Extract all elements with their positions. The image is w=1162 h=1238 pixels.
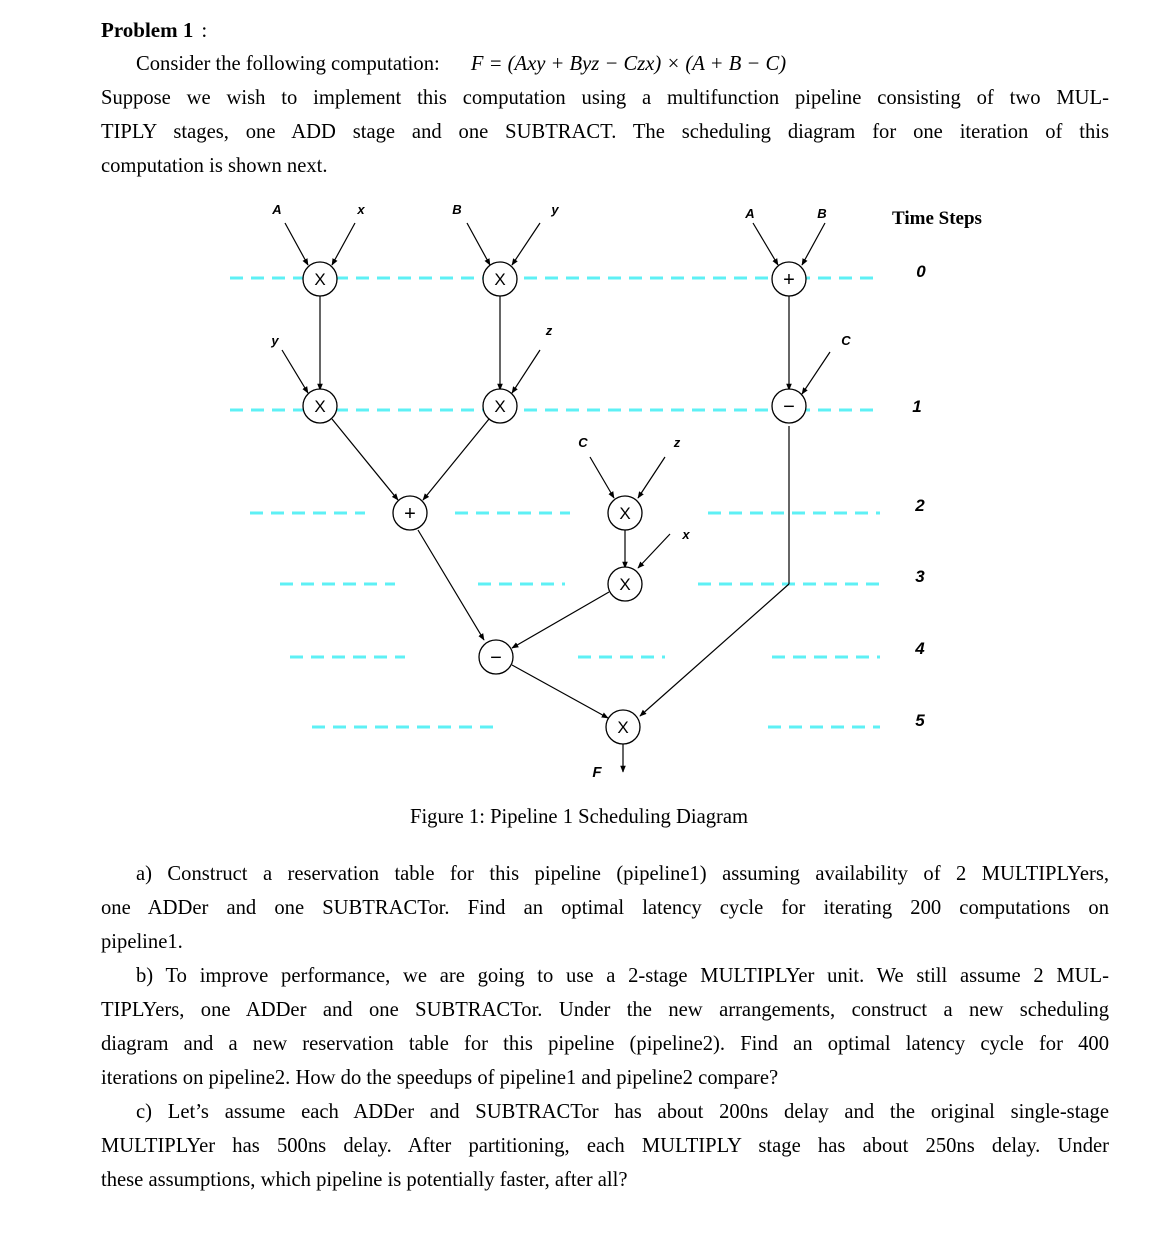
- input-label-c: C: [841, 333, 851, 348]
- question-a-line-2: one ADDer and one SUBTRACTor. Find an optimal latency cycle for iterating 200 computations on: [101, 897, 1109, 919]
- question-a-line-1: a) Construct a reservation table for this pipeline (pipeline1) assuming availability of 2 MULTIPLYers,: [136, 863, 1109, 885]
- question-b-line-2: TIPLYers, one ADDer and one SUBTRACTor. Under the new arrangements, construct a new scheduling: [101, 999, 1109, 1021]
- edge: [512, 592, 609, 648]
- figure-caption: Figure 1: Pipeline 1 Scheduling Diagram: [410, 806, 749, 828]
- edge: [802, 223, 825, 265]
- edge: [418, 530, 484, 640]
- add-symbol: +: [783, 269, 795, 291]
- mul-symbol: X: [314, 397, 326, 416]
- question-b-line-1: b) To improve performance, we are going to use a 2-stage MULTIPLYer unit. We still assume 2 MUL-: [136, 965, 1109, 987]
- time-step-1: 1: [912, 397, 922, 416]
- edge: [332, 419, 398, 500]
- input-label-a: A: [272, 202, 282, 217]
- computation-equation: F = (Axy + Byz − Czx) × (A + B − C): [470, 53, 787, 75]
- input-label-y: y: [551, 202, 559, 217]
- input-labels: [270, 202, 851, 781]
- time-step-0: 0: [916, 262, 926, 281]
- question-c-line-1: c) Let’s assume each ADDer and SUBTRACTor has about 200ns delay and the original single-stage: [136, 1101, 1109, 1123]
- edge: [512, 350, 540, 393]
- time-step-3: 3: [915, 567, 925, 586]
- question-c-line-2: MULTIPLYer has 500ns delay. After partitioning, each MULTIPLY stage has about 250ns delay. Under: [101, 1135, 1109, 1157]
- setup-line-2: TIPLY stages, one ADD stage and one SUBTRACT. The scheduling diagram for one iteration of this: [101, 121, 1109, 143]
- input-label-z: z: [545, 323, 553, 338]
- sub-symbol: −: [490, 647, 502, 669]
- operation-symbols: [314, 269, 795, 737]
- time-step-4: 4: [915, 639, 925, 658]
- sub-symbol: −: [783, 396, 795, 418]
- mul-symbol: X: [494, 270, 506, 289]
- edge: [285, 223, 308, 265]
- add-symbol: +: [404, 503, 416, 525]
- time-step-5: 5: [915, 711, 925, 730]
- input-label-c: C: [578, 435, 588, 450]
- time-step-numbers: [912, 262, 926, 730]
- intro-text: Consider the following computation:: [136, 53, 440, 75]
- mul-symbol: X: [494, 397, 506, 416]
- input-label-x: x: [357, 202, 365, 217]
- output-label-f: F: [592, 764, 602, 781]
- edge: [332, 223, 355, 265]
- question-c-line-3: these assumptions, which pipeline is potentially faster, after all?: [101, 1169, 628, 1191]
- edge: [590, 457, 614, 498]
- edge: [512, 665, 608, 718]
- edge: [512, 223, 540, 265]
- input-label-x: x: [682, 527, 690, 542]
- time-steps-header: Time Steps: [892, 208, 982, 229]
- question-b-line-3: diagram and a new reservation table for this pipeline (pipeline2). Find an optimal latency cycle for 400: [101, 1033, 1109, 1055]
- mul-symbol: X: [619, 575, 631, 594]
- edge: [802, 352, 830, 394]
- input-label-a: A: [745, 206, 755, 221]
- time-step-lines: [230, 278, 880, 727]
- setup-line-3: computation is shown next.: [101, 155, 328, 177]
- problem-title-colon: :: [201, 18, 208, 42]
- mul-symbol: X: [314, 270, 326, 289]
- edge: [753, 223, 778, 265]
- question-a-line-3: pipeline1.: [101, 931, 183, 953]
- edge: [467, 223, 490, 265]
- dependency-edges: [282, 223, 830, 772]
- question-b-line-4: iterations on pipeline2. How do the speedups of pipeline1 and pipeline2 compare?: [101, 1067, 779, 1089]
- mul-symbol: X: [617, 718, 629, 737]
- setup-line-1: Suppose we wish to implement this computation using a multifunction pipeline consisting of two MUL-: [101, 87, 1109, 109]
- input-label-z: z: [673, 435, 681, 450]
- input-label-b: B: [452, 202, 462, 217]
- edge: [423, 419, 489, 500]
- input-label-b: B: [817, 206, 827, 221]
- problem-title-text: Problem 1: [101, 18, 194, 42]
- mul-symbol: X: [619, 504, 631, 523]
- time-step-2: 2: [915, 496, 925, 515]
- edge: [640, 584, 789, 716]
- edge: [638, 534, 670, 568]
- edge: [638, 457, 665, 498]
- operation-nodes: [303, 262, 806, 744]
- edge: [282, 350, 308, 393]
- input-label-y: y: [271, 333, 279, 348]
